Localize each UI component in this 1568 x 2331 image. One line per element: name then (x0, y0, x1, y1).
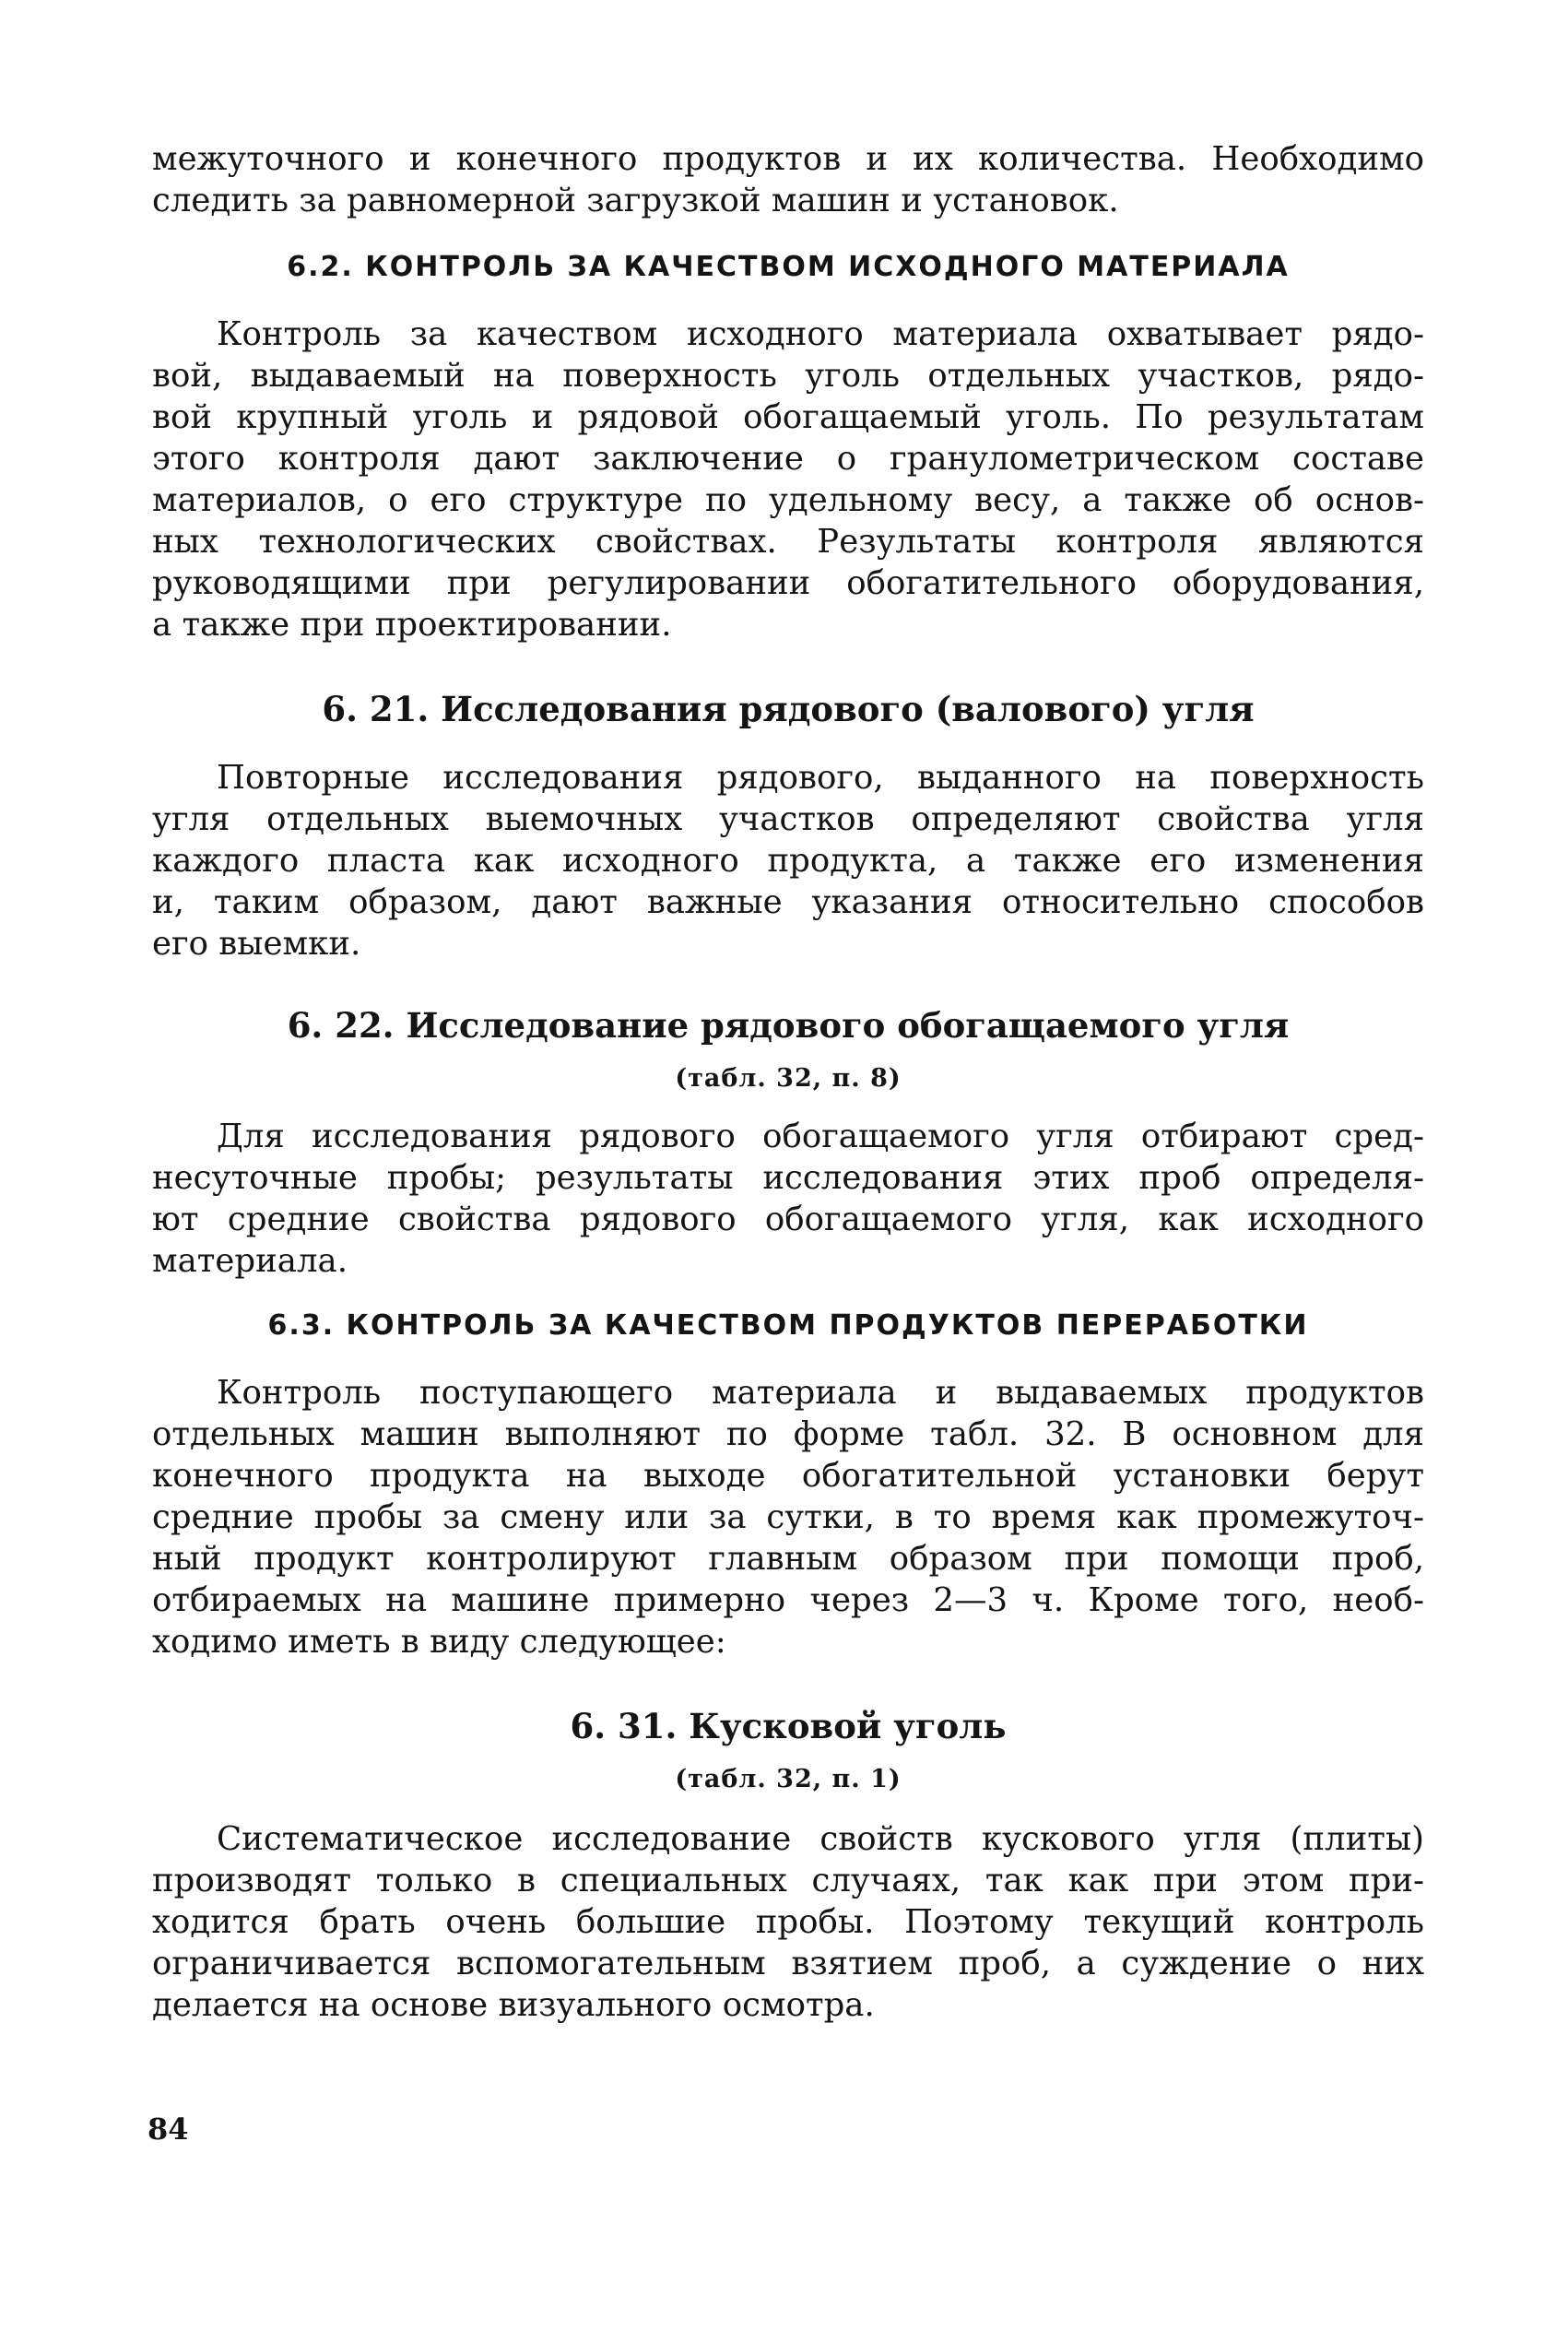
table-reference: (табл. 32, п. 1) (675, 1765, 902, 1793)
text-line: Повторные исследования рядового, выданного на поверхность (217, 759, 1424, 797)
text-line: несуточные пробы; результаты исследования этих проб определя- (152, 1159, 1424, 1197)
text-line: ют средние свойства рядового обогащаемого угля, как исходного (152, 1201, 1424, 1238)
subsection-heading-6-31: 6. 31. Кусковой уголь (570, 1706, 1007, 1746)
text-line: ходится брать очень большие пробы. Поэтому текущий контроль (152, 1903, 1424, 1941)
text-line: ных технологических свойствах. Результаты контроля являются (152, 523, 1424, 561)
section-heading-6-2: 6.2. КОНТРОЛЬ ЗА КАЧЕСТВОМ ИСХОДНОГО МАТЕРИАЛА (287, 251, 1290, 283)
text-line: ограничивается вспомогательным взятием проб, а суждение о них (152, 1945, 1424, 1982)
section-heading-6-3: 6.3. КОНТРОЛЬ ЗА КАЧЕСТВОМ ПРОДУКТОВ ПЕРЕРАБОТКИ (267, 1309, 1309, 1342)
text-line: вой, выдаваемый на поверхность уголь отдельных участков, рядо- (152, 357, 1424, 395)
text-line: производят только в специальных случаях, так как при этом при- (152, 1862, 1424, 1899)
text-line: Контроль поступающего материала и выдаваемых продуктов (217, 1374, 1424, 1412)
text-line: конечного продукта на выходе обогатительной установки берут (152, 1457, 1424, 1495)
paragraph-6-3 (152, 1372, 1424, 1662)
text-line: угля отдельных выемочных участков определяют свойства угля (152, 800, 1424, 838)
text-line: межуточного и конечного продуктов и их количества. Необходимо (152, 140, 1424, 178)
paragraph-6-31 (152, 1818, 1424, 2026)
document-page (152, 138, 1424, 2026)
text-line: материала. (152, 1242, 348, 1280)
text-line: руководящими при регулировании обогатительного оборудования, (152, 564, 1424, 602)
text-line: материалов, о его структуре по удельному весу, а также об основ- (152, 481, 1424, 519)
page-number: 84 (147, 2112, 189, 2147)
paragraph-6-2 (152, 314, 1424, 645)
text-line: ный продукт контролируют главным образом при помощи проб, (152, 1540, 1424, 1578)
text-line: следить за равномерной загрузкой машин и установок. (152, 182, 1119, 219)
text-line: Систематическое исследование свойств кускового угля (плиты) (217, 1820, 1424, 1858)
text-line: отдельных машин выполняют по форме табл. 32. В основном для (152, 1415, 1424, 1453)
subsection-heading-6-21: 6. 21. Исследования рядового (валового) угля (322, 689, 1255, 729)
text-line: каждого пласта как исходного продукта, а также его изменения (152, 842, 1424, 880)
paragraph-6-21 (152, 757, 1424, 964)
text-line: вой крупный уголь и рядовой обогащаемый уголь. По результатам (152, 398, 1424, 436)
text-line: делается на основе визуального осмотра. (152, 1986, 875, 2024)
text-line: Контроль за качеством исходного материала охватывает рядо- (217, 315, 1424, 353)
text-line: его выемки. (152, 925, 361, 963)
text-line: этого контроля дают заключение о гранулометрическом составе (152, 440, 1424, 478)
text-line: а также при проектировании. (152, 606, 672, 644)
text-line: отбираемых на машине примерно через 2—3 ч. Кроме того, необ- (152, 1581, 1424, 1619)
text-line: и, таким образом, дают важные указания относительно способов (152, 883, 1424, 921)
subsection-heading-6-22: 6. 22. Исследование рядового обогащаемого угля (287, 1005, 1290, 1046)
text-line: Для исследования рядового обогащаемого угля отбирают сред- (217, 1118, 1424, 1155)
table-reference: (табл. 32, п. 8) (675, 1064, 902, 1093)
text-line: средние пробы за смену или за сутки, в то время как промежуточ- (152, 1498, 1424, 1536)
text-line: ходимо иметь в виду следующее: (152, 1623, 726, 1661)
paragraph-6-22 (152, 1116, 1424, 1282)
opening-paragraph (152, 138, 1424, 221)
